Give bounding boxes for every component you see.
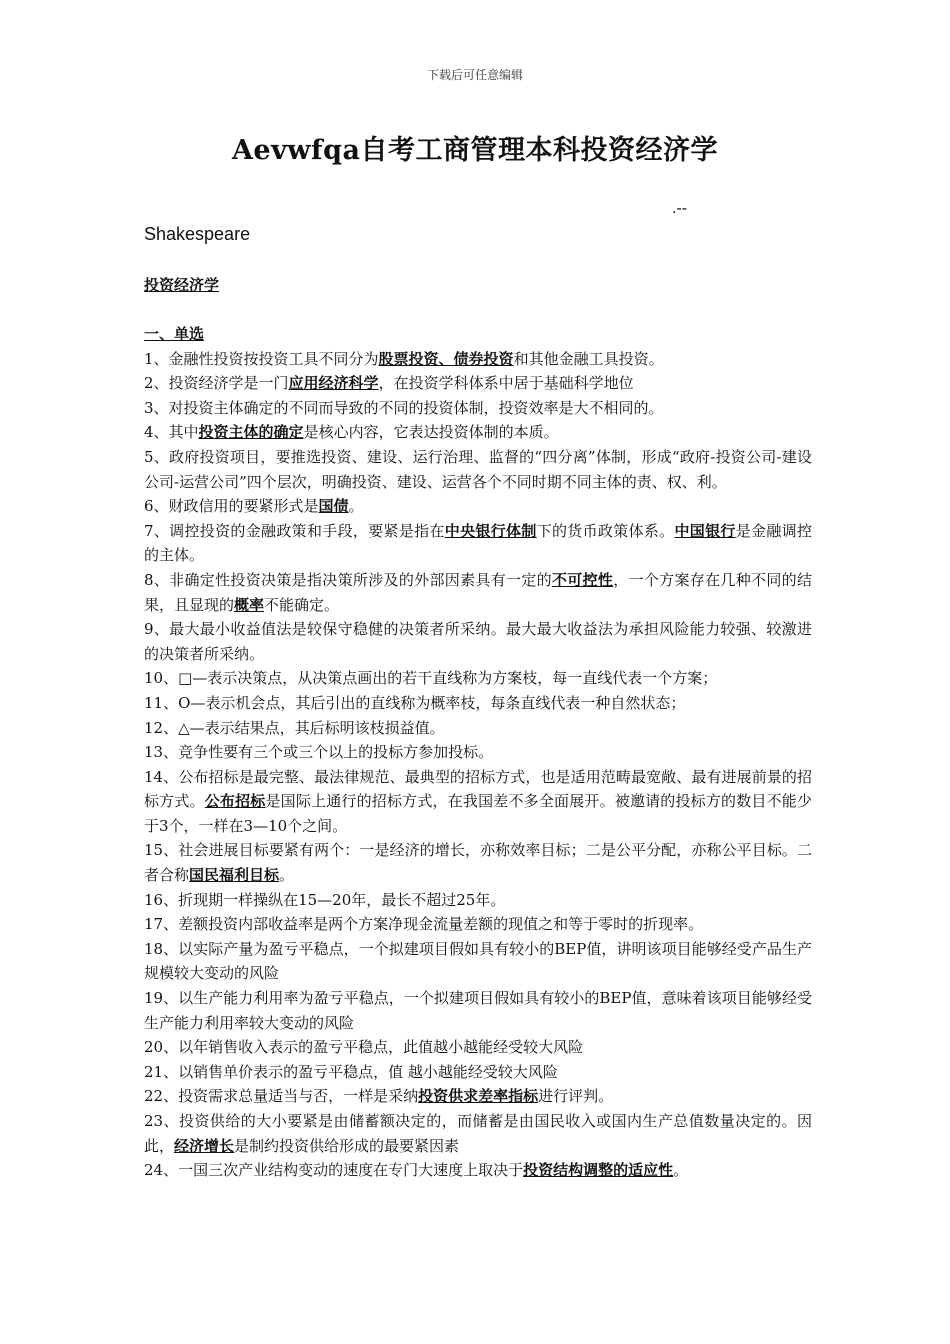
highlighted-term: 国民福利目标	[189, 866, 280, 885]
list-item	[144, 347, 812, 372]
item-text: 14、公布招标是最完整、最法律规范、最典型的招标方式，也是适用范畴最宽敞、最有进展前景的招标方式。	[144, 767, 812, 811]
list-item	[144, 1084, 812, 1109]
item-text: 16、折现期一样操纵在15—20年，最长不超过25年。	[144, 890, 506, 909]
list-item	[144, 420, 812, 445]
list-item	[144, 716, 812, 741]
item-text: 24、一国三次产业结构变动的速度在专门大速度上取决于	[144, 1161, 524, 1180]
item-text: ，在投资学科体系中居于基础科学地位	[378, 374, 634, 393]
item-text: 11、O—表示机会点，其后引出的直线称为概率枝，每条直线代表一种自然状态；	[144, 693, 686, 712]
item-text: 不能确定。	[264, 595, 340, 614]
item-text: 4、其中	[144, 423, 199, 442]
item-text: 19、以生产能力利用率为盈亏平稳点，一个拟建项目假如具有较小的BEP值，意味着该项目能够经受生产能力利用率较大变动的风险	[144, 989, 812, 1032]
item-text: 13、竞争性要有三个或三个以上的投标方参加投标。	[144, 743, 494, 762]
highlighted-term: 投资主体的确定	[198, 423, 304, 442]
highlighted-term: 中国银行	[674, 521, 736, 540]
list-item	[144, 519, 812, 568]
item-text: 是国际上通行的招标方式，在我国差不多全面展开。被邀请的投标方的数目不能少于3个，一样在3—10个之间。	[144, 792, 812, 835]
list-item	[144, 494, 812, 519]
item-text: 23、投资供给的大小要紧是由储蓄额决定的，而储蓄是由国民收入或国内生产总值数量决定的。因此，	[144, 1112, 812, 1155]
highlighted-term: 股票投资、债券投资	[378, 349, 514, 368]
item-text: 18、以实际产量为盈亏平稳点，一个拟建项目假如具有较小的BEP值，讲明该项目能够经受产品生产规模较大变动的风险	[144, 939, 812, 983]
highlighted-term: 投资供求差率指标	[418, 1087, 539, 1106]
list-item	[144, 838, 812, 887]
highlighted-term: 概率	[234, 595, 265, 614]
item-text: ，一个方案存在几种不同的结果，且显现的	[144, 570, 812, 614]
highlighted-term: 公布招标	[204, 792, 266, 811]
list-item	[144, 888, 812, 913]
highlighted-term: 中央银行体制	[444, 521, 537, 540]
list-item	[144, 765, 812, 839]
item-text: 是核心内容，它表达投资体制的本质。	[303, 423, 559, 442]
list-item	[144, 666, 812, 691]
quote-mark: .--	[672, 200, 688, 217]
item-text: 5、政府投资项目，要推选投资、建设、运行治理、监督的“四分离”体制，形成“政府-投资公司-建设公司-运营公司”四个层次，明确投资、建设、运营各个不同时期不同主体的责、权、利。	[144, 447, 812, 491]
list-item	[144, 1109, 812, 1158]
item-text: 22、投资需求总量适当与否，一样是采纳	[144, 1087, 419, 1106]
item-text: 7、调控投资的金融政策和手段，要紧是指在	[144, 521, 445, 540]
item-text: 10、□—表示决策点，从决策点画出的若干直线称为方案枝，每一直线代表一个方案；	[144, 669, 718, 688]
item-text: 20、以年销售收入表示的盈亏平稳点，此值越小越能经受较大风险	[144, 1038, 584, 1057]
list-item	[144, 740, 812, 765]
item-text: 是制约投资供给形成的最要紧因素	[234, 1136, 460, 1155]
highlighted-term: 应用经济科学	[288, 374, 379, 393]
item-text: 。	[348, 497, 364, 516]
item-text: 12、△—表示结果点，其后标明该枝损益值。	[144, 718, 445, 737]
item-text: 进行评判。	[538, 1087, 614, 1106]
section-title: 投资经济学	[144, 276, 220, 294]
list-item	[144, 371, 812, 396]
item-list	[144, 347, 812, 1183]
list-item	[144, 1035, 812, 1060]
list-item	[144, 1060, 812, 1085]
document-body	[144, 322, 812, 1183]
item-text: 3、对投资主体确定的不同而导致的不同的投资体制，投资效率是大不相同的。	[144, 398, 664, 417]
highlighted-term: 投资结构调整的适应性	[523, 1161, 674, 1180]
item-text: 。	[279, 866, 295, 885]
highlighted-term: 国债	[318, 497, 349, 516]
item-text: 是金融调控的主体。	[144, 521, 812, 565]
list-item	[144, 912, 812, 937]
item-text: 15、社会进展目标要紧有两个：一是经济的增长，亦称效率目标；二是公平分配，亦称公平目标。二者合称	[144, 841, 812, 885]
item-text: 8、非确定性投资决策是指决策所涉及的外部因素具有一定的	[144, 570, 552, 589]
item-text: 1、金融性投资按投资工具不同分为	[144, 349, 379, 368]
item-text: 9、最大最小收益值法是较保守稳健的决策者所采纳。最大最大收益法为承担风险能力较强、较激进的决策者所采纳。	[144, 620, 812, 663]
list-item	[144, 396, 812, 421]
list-item	[144, 986, 812, 1035]
list-item	[144, 691, 812, 716]
list-item	[144, 568, 812, 617]
item-text: 2、投资经济学是一门	[144, 374, 289, 393]
item-text: 。	[673, 1161, 689, 1180]
list-item	[144, 937, 812, 986]
subsection-title: 一、单选	[144, 325, 205, 343]
quote-author: Shakespeare	[144, 224, 251, 244]
document-title: Aevwfqa自考工商管理本科投资经济学	[231, 135, 719, 166]
item-text: 21、以销售单价表示的盈亏平稳点，值 越小越能经受较大风险	[144, 1062, 558, 1081]
header-note: 下载后可任意编辑	[426, 68, 523, 82]
highlighted-term: 不可控性	[551, 570, 614, 589]
item-text: 下的货币政策体系。	[536, 521, 675, 540]
item-text: 6、财政信用的要紧形式是	[144, 497, 319, 516]
list-item	[144, 617, 812, 666]
item-text: 17、差额投资内部收益率是两个方案净现金流量差额的现值之和等于零时的折现率。	[144, 915, 704, 934]
list-item	[144, 445, 812, 494]
list-item	[144, 1158, 812, 1183]
item-text: 和其他金融工具投资。	[513, 349, 664, 368]
highlighted-term: 经济增长	[174, 1136, 235, 1155]
